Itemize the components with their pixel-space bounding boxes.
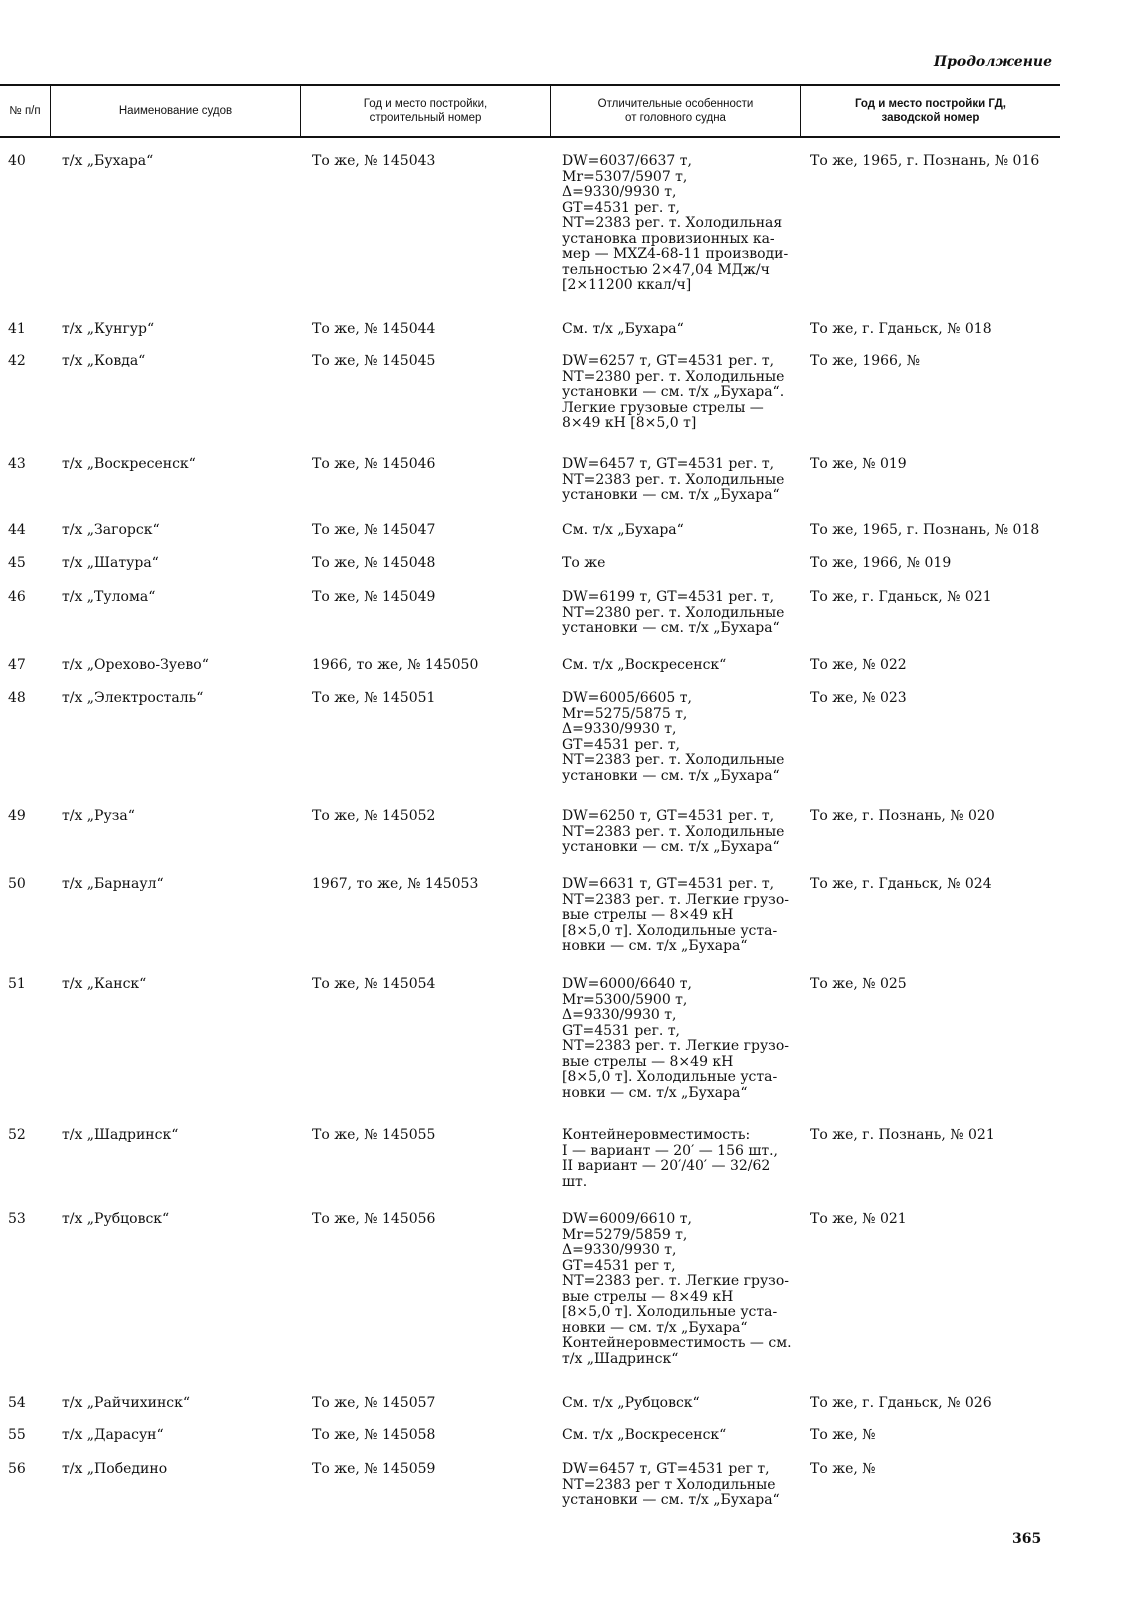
- build-info: То же, № 145048: [312, 555, 436, 571]
- engine-info: То же, 1966, №: [810, 353, 921, 369]
- build-info: То же, № 145046: [312, 456, 436, 472]
- ship-name: т/х „Руза“: [62, 808, 135, 824]
- engine-info: То же, № 022: [810, 657, 907, 673]
- build-info: То же, № 145058: [312, 1427, 436, 1443]
- ship-name: т/х „Загорск“: [62, 522, 160, 538]
- row-number: 54: [8, 1395, 26, 1411]
- distinctive-features: DW=6457 т, GT=4531 рег. т, NT=2383 рег. т. Холодильные установки — см. т/х „Бухара“: [562, 456, 785, 503]
- row-number: 53: [8, 1211, 26, 1227]
- ship-name: т/х „Канск“: [62, 976, 147, 992]
- row-number: 49: [8, 808, 26, 824]
- distinctive-features: DW=6000/6640 т, Mr=5300/5900 т, Δ=9330/9930 т, GT=4531 рег. т, NT=2383 рег. т. Легкие грузо- вые стрелы — 8×49 кН [8×5,0 т]. Холодильные уста- новки — см. т/х „Бухара“: [562, 976, 789, 1101]
- ship-name: т/х „Барнаул“: [62, 876, 164, 892]
- header-features: Отличительные особенности от головного судна: [597, 98, 754, 124]
- distinctive-features: DW=6009/6610 т, Mr=5279/5859 т, Δ=9330/9930 т, GT=4531 рег т, NT=2383 рег. т. Легкие грузо- вые стрелы — 8×49 кН [8×5,0 т]. Холодильные уста- новки — см. т/х „Бухара“ Контейнеровместимость — см. т/х „Шадринск“: [562, 1211, 792, 1367]
- ship-name: т/х „Электросталь“: [62, 690, 204, 706]
- distinctive-features: DW=6037/6637 т, Mr=5307/5907 т, Δ=9330/9930 т, GT=4531 рег. т, NT=2383 рег. т. Холодильная установка провизионных ка- мер — MXZ4-68-11 производи- тельностью 2×47,04 МДж/ч [2×11200 ккал/ч]: [562, 153, 789, 293]
- build-info: То же, № 145043: [312, 153, 436, 169]
- build-info: То же, № 145059: [312, 1461, 436, 1477]
- engine-info: То же, 1965, г. Познань, № 016: [810, 153, 1040, 169]
- row-number: 50: [8, 876, 26, 892]
- build-info: То же, № 145044: [312, 321, 436, 337]
- row-number: 44: [8, 522, 26, 538]
- header-built: Год и место постройки, строительный номер: [363, 98, 488, 124]
- distinctive-features: См. т/х „Воскресенск“: [562, 1427, 727, 1443]
- distinctive-features: DW=6250 т, GT=4531 рег. т, NT=2383 рег. т. Холодильные установки — см. т/х „Бухара“: [562, 808, 785, 855]
- header-name: Наименование судов: [118, 105, 233, 117]
- ship-name: т/х „Ковда“: [62, 353, 146, 369]
- build-info: То же, № 145045: [312, 353, 436, 369]
- build-info: 1966, то же, № 145050: [312, 657, 479, 673]
- engine-info: То же, № 025: [810, 976, 907, 992]
- row-number: 42: [8, 353, 26, 369]
- ship-name: т/х „Райчихинск“: [62, 1395, 191, 1411]
- ship-name: т/х „Рубцовск“: [62, 1211, 170, 1227]
- distinctive-features: DW=6005/6605 т, Mr=5275/5875 т, Δ=9330/9930 т, GT=4531 рег. т, NT=2383 рег. т. Холодильные установки — см. т/х „Бухара“: [562, 690, 785, 784]
- row-number: 43: [8, 456, 26, 472]
- row-number: 40: [8, 153, 26, 169]
- distinctive-features: См. т/х „Воскресенск“: [562, 657, 727, 673]
- build-info: То же, № 145049: [312, 589, 436, 605]
- engine-info: То же, г. Гданьск, № 026: [810, 1395, 992, 1411]
- row-number: 48: [8, 690, 26, 706]
- engine-info: То же, г. Познань, № 021: [810, 1127, 995, 1143]
- distinctive-features: DW=6457 т, GT=4531 рег т, NT=2383 рег т Холодильные установки — см. т/х „Бухара“: [562, 1461, 780, 1508]
- distinctive-features: То же: [562, 555, 606, 571]
- table-header: [0, 84, 1060, 138]
- engine-info: То же, № 021: [810, 1211, 907, 1227]
- build-info: То же, № 145056: [312, 1211, 436, 1227]
- row-number: 52: [8, 1127, 26, 1143]
- ship-name: т/х „Кунгур“: [62, 321, 155, 337]
- continuation-label: Продолжение: [933, 54, 1052, 70]
- build-info: То же, № 145047: [312, 522, 436, 538]
- engine-info: То же, г. Гданьск, № 024: [810, 876, 992, 892]
- build-info: 1967, то же, № 145053: [312, 876, 479, 892]
- row-number: 55: [8, 1427, 26, 1443]
- ship-name: т/х „Воскресенск“: [62, 456, 196, 472]
- distinctive-features: DW=6631 т, GT=4531 рег. т, NT=2383 рег. т. Легкие грузо- вые стрелы — 8×49 кН [8×5,0 т]. Холодильные уста- новки — см. т/х „Бухара“: [562, 876, 789, 954]
- engine-info: То же, г. Гданьск, № 021: [810, 589, 992, 605]
- row-number: 51: [8, 976, 26, 992]
- build-info: То же, № 145051: [312, 690, 436, 706]
- engine-info: То же, г. Познань, № 020: [810, 808, 995, 824]
- build-info: То же, № 145057: [312, 1395, 436, 1411]
- row-number: 45: [8, 555, 26, 571]
- ship-name: т/х „Орехово-Зуево“: [62, 657, 209, 673]
- ship-name: т/х „Шадринск“: [62, 1127, 179, 1143]
- distinctive-features: См. т/х „Бухара“: [562, 321, 684, 337]
- ship-name: т/х „Победино: [62, 1461, 168, 1477]
- ship-name: т/х „Бухара“: [62, 153, 154, 169]
- header-engine: Год и место постройки ГД, заводской номер: [854, 98, 1007, 124]
- header-num: № п/п: [9, 105, 41, 117]
- distinctive-features: См. т/х „Рубцовск“: [562, 1395, 700, 1411]
- row-number: 41: [8, 321, 26, 337]
- distinctive-features: DW=6199 т, GT=4531 рег. т, NT=2380 рег. т. Холодильные установки — см. т/х „Бухара“: [562, 589, 785, 636]
- distinctive-features: Контейнеровместимость: I — вариант — 20′ — 156 шт., II вариант — 20′/40′ — 32/62 шт.: [562, 1127, 779, 1190]
- engine-info: То же, №: [810, 1427, 876, 1443]
- engine-info: То же, г. Гданьск, № 018: [810, 321, 992, 337]
- ship-name: т/х „Дарасун“: [62, 1427, 164, 1443]
- row-number: 46: [8, 589, 26, 605]
- distinctive-features: См. т/х „Бухара“: [562, 522, 684, 538]
- build-info: То же, № 145054: [312, 976, 436, 992]
- ship-name: т/х „Тулома“: [62, 589, 156, 605]
- ships-table: [0, 84, 1060, 138]
- engine-info: То же, № 023: [810, 690, 907, 706]
- page-number: 365: [1012, 1531, 1042, 1547]
- build-info: То же, № 145052: [312, 808, 436, 824]
- ship-name: т/х „Шатура“: [62, 555, 159, 571]
- row-number: 47: [8, 657, 26, 673]
- row-number: 56: [8, 1461, 26, 1477]
- engine-info: То же, № 019: [810, 456, 907, 472]
- build-info: То же, № 145055: [312, 1127, 436, 1143]
- distinctive-features: DW=6257 т, GT=4531 рег. т, NT=2380 рег. т. Холодильные установки — см. т/х „Бухара“. Легкие грузовые стрелы — 8×49 кН [8×5,0 т]: [562, 353, 785, 431]
- engine-info: То же, 1965, г. Познань, № 018: [810, 522, 1040, 538]
- engine-info: То же, 1966, № 019: [810, 555, 952, 571]
- engine-info: То же, №: [810, 1461, 876, 1477]
